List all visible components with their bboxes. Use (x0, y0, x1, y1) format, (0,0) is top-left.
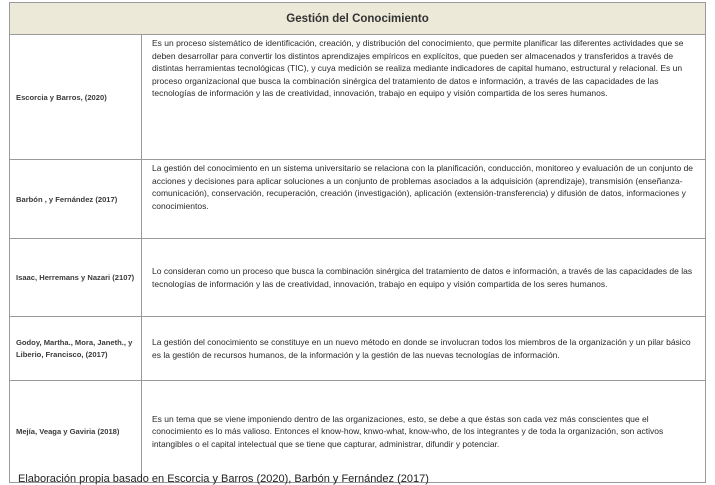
definition-cell: La gestión del conocimiento se constituye en un nuevo método en donde se involucran todos los miembros de la organización y un pilar básico es la gestión de recursos humanos, de la información y la gestión de las nuevas tecnologías de información. (152, 336, 691, 360)
author-cell: Barbón , y Fernández (2017) (10, 160, 142, 238)
knowledge-management-table (9, 2, 706, 483)
definition-cell: Es un proceso sistemático de identificación, creación, y distribución del conocimiento, que permite planificar las diferentes actividades que se deben desarrollar para convertir los distintos aprendizajes empíricos en explícitos, que pueden ser almacenados y transferidos a través de distintas herramientas tecnológicas (TIC), y cuya medición se realiza mediante indicadores de capital humano, estructural y relacional. Es un proceso organizacional que busca la combinación sinérgica del tratamiento de datos e información, a través de las capacidades de las tecnologías de información y las de creatividad, innovación, trabajo en equipo y visión compartida de los seres humanos. (152, 38, 684, 99)
author-cell: Mejía, Veaga y Gaviria (2018) (10, 381, 142, 482)
definition-cell: Lo consideran como un proceso que busca la combinación sinérgica del tratamiento de datos e información, a través de las capacidades de las tecnologías de información y las de creatividad, innovación, trabajo en equipo y visión compartida de los seres humanos. (152, 265, 693, 289)
definition-cell: Es un tema que se viene imponiendo dentro de las organizaciones, esto, se debe a que éstas son cada vez más conscientes que el conocimiento es lo más valioso. Entonces el know-how, knwo-what, know-who, de los integrantes y de toda la organización, son activos intangibles o el capital intelectual que se tiene que capturar, administrar, difundir y potenciar. (152, 413, 664, 449)
table-row (10, 160, 705, 239)
table-row (10, 239, 705, 317)
table-row (10, 35, 705, 160)
definition-cell: La gestión del conocimiento en un sistema universitario se relaciona con la planificación, conducción, monitoreo y evaluación de un conjunto de acciones y decisiones para aplicar soluciones a un conjunto de problemas asociados a la adquisición (aprendizaje), transmisión (enseñanza-comunicación), conservación, recuperación, creación (investigación), aplicación (extensión-transferencia) y difusión de datos, informaciones y conocimientos. (152, 163, 694, 211)
author-cell: Escorcia y Barros, (2020) (10, 35, 142, 159)
source-footnote: Elaboración propia basado en Escorcia y Barros (2020), Barbón y Fernández (2017) (18, 473, 429, 485)
table-title: Gestión del Conocimiento (10, 3, 705, 35)
table-row (10, 381, 705, 482)
author-cell: Godoy, Martha., Mora, Janeth., y Liberio, Francisco, (2017) (10, 317, 142, 380)
author-cell: Isaac, Herremans y Nazari (2107) (10, 239, 142, 316)
table-row (10, 317, 705, 381)
